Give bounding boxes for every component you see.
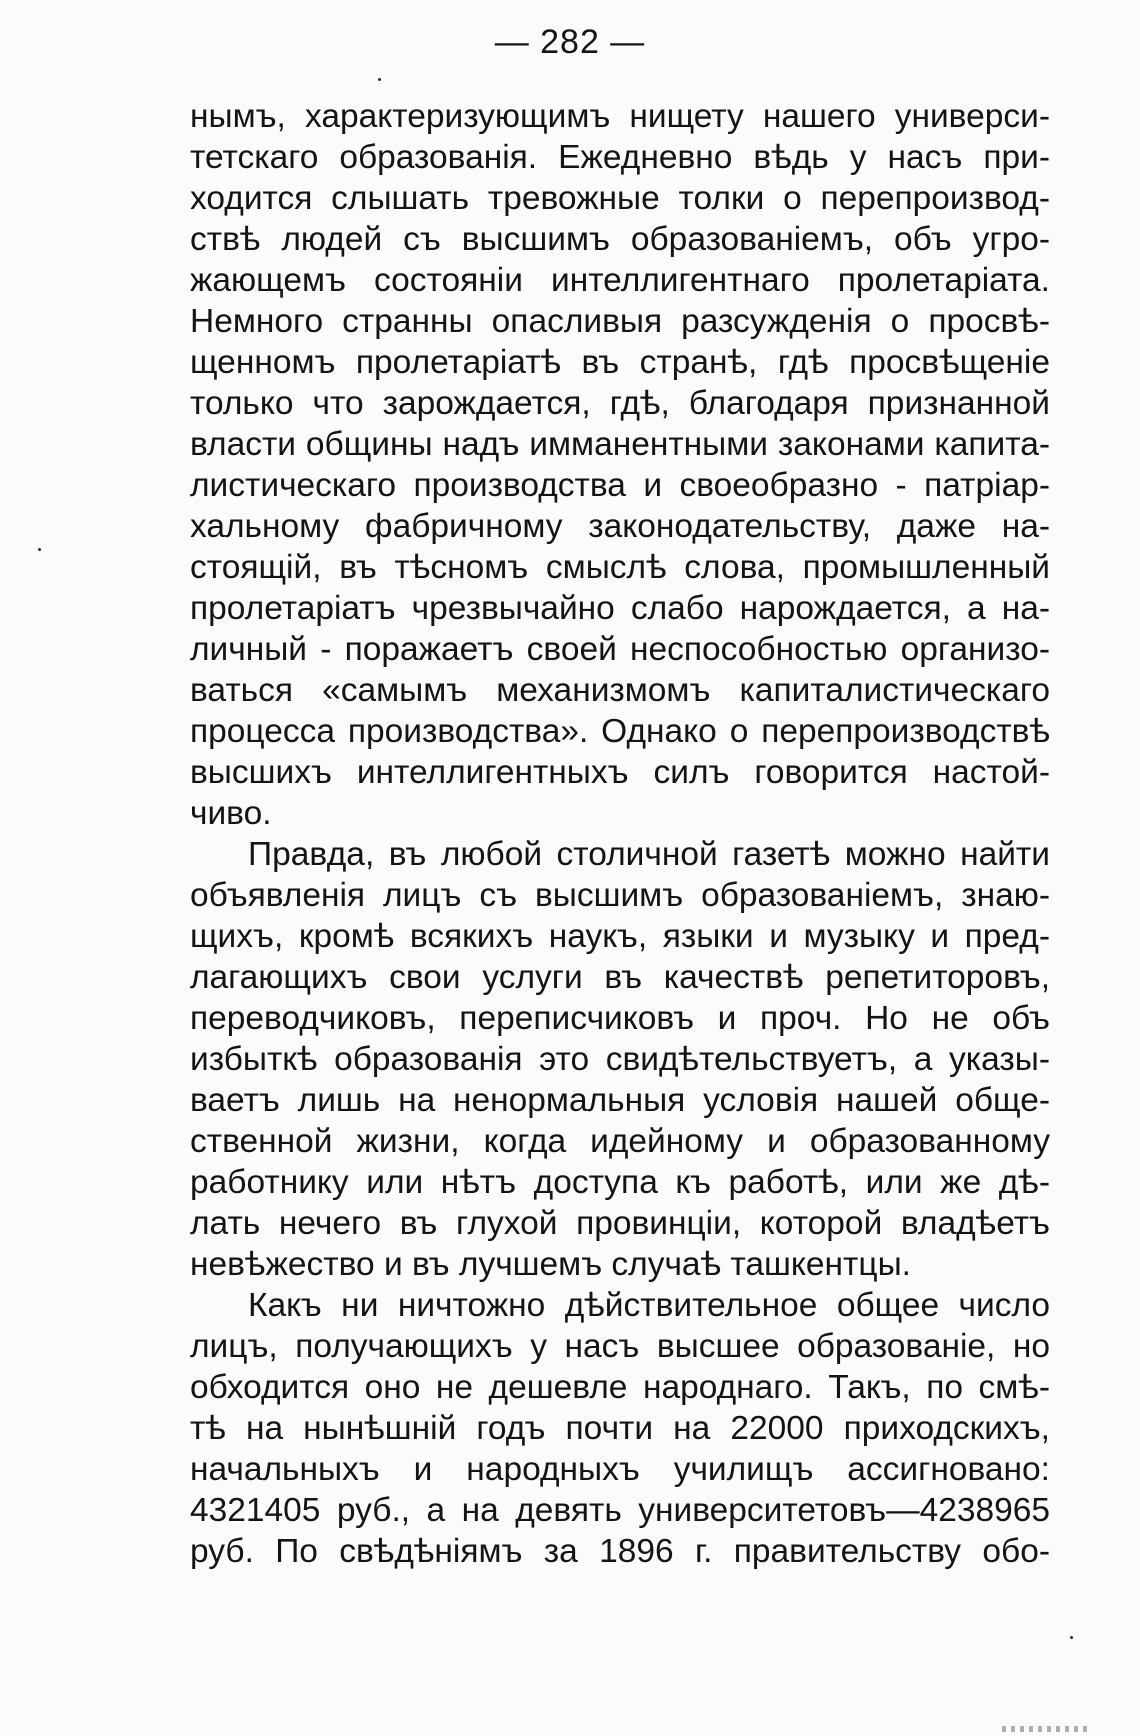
text-line: Немного странны опасливыя разсужденія о просвѣ- (190, 303, 1050, 340)
text-line: нымъ, характеризующимъ нищету нашего универси- (190, 98, 1050, 135)
text-line: руб. По свѣдѣніямъ за 1896 г. правительству обо- (190, 1533, 1050, 1570)
text-line: обходится оно не дешевле народнаго. Такъ, по смѣ- (190, 1369, 1050, 1406)
text-line: пролетаріатъ чрезвычайно слабо нарождается, а на- (190, 590, 1050, 627)
text-line: лать нечего въ глухой провинціи, которой владѣетъ (190, 1205, 1050, 1242)
text-line: ваетъ лишь на ненормальныя условія нашей обще- (190, 1082, 1050, 1119)
text-line: ходится слышать тревожные толки о перепроизвод- (190, 180, 1050, 217)
paragraph-3 (190, 1285, 1050, 1572)
text-line: объявленія лицъ съ высшимъ образованіемъ, знаю- (190, 877, 1050, 914)
text-line: стоящій, въ тѣсномъ смыслѣ слова, промышленный (190, 549, 1050, 586)
page-number: — 282 — (494, 23, 646, 61)
text-line: Какъ ни ничтожно дѣйствительное общее число (248, 1287, 1050, 1324)
text-line: хальному фабричному законодательству, даже на- (190, 508, 1050, 545)
scan-speck (378, 78, 381, 81)
text-line: 4321405 руб., а на девять университетовъ—4238965 (190, 1492, 1050, 1529)
text-line: личный - поражаетъ своей неспособностью организо- (190, 631, 1050, 668)
text-line: ваться «самымъ механизмомъ капиталистическаго (190, 672, 1050, 709)
text-line: тѣ на нынѣшній годъ почти на 22000 приходскихъ, (190, 1410, 1050, 1447)
text-line: власти общины надъ имманентными законами капита- (190, 426, 1050, 463)
text-line: щихъ, кромѣ всякихъ наукъ, языки и музыку и пред- (190, 918, 1050, 955)
text-line: невѣжество и въ лучшемъ случаѣ ташкентцы. (190, 1246, 911, 1283)
text-line: Правда, въ любой столичной газетѣ можно найти (248, 836, 1050, 873)
paragraph-2 (190, 834, 1050, 1285)
scan-speck (38, 548, 41, 551)
text-line: процесса производства». Однако о перепроизводствѣ (190, 713, 1050, 750)
text-line: листическаго производства и своеобразно - патріар- (190, 467, 1050, 504)
text-line: только что зарождается, гдѣ, благодаря признанной (190, 385, 1050, 422)
text-line: чиво. (190, 795, 272, 832)
text-line: щенномъ пролетаріатѣ въ странѣ, гдѣ просвѣщеніе (190, 344, 1050, 381)
text-line: тетскаго образованія. Ежедневно вѣдь у насъ при- (190, 139, 1050, 176)
text-line: ствѣ людей съ высшимъ образованіемъ, объ угро- (190, 221, 1050, 258)
scan-edge-artifact (1002, 1726, 1092, 1732)
text-line: начальныхъ и народныхъ училищъ ассигновано: (190, 1451, 1050, 1488)
text-line: избыткѣ образованія это свидѣтельствуетъ, а указы- (190, 1041, 1050, 1078)
text-line: работнику или нѣтъ доступа къ работѣ, или же дѣ- (190, 1164, 1050, 1201)
text-line: лагающихъ свои услуги въ качествѣ репетиторовъ, (190, 959, 1050, 996)
scan-speck (1070, 1636, 1073, 1639)
text-line: жающемъ состояніи интеллигентнаго пролетаріата. (190, 262, 1050, 299)
text-line: ственной жизни, когда идейному и образованному (190, 1123, 1050, 1160)
body-text (190, 96, 1050, 1572)
paragraph-1 (190, 96, 1050, 834)
text-line: переводчиковъ, переписчиковъ и проч. Но не объ (190, 1000, 1050, 1037)
text-line: лицъ, получающихъ у насъ высшее образованіе, но (190, 1328, 1050, 1365)
text-line: высшихъ интеллигентныхъ силъ говорится настой- (190, 754, 1050, 791)
